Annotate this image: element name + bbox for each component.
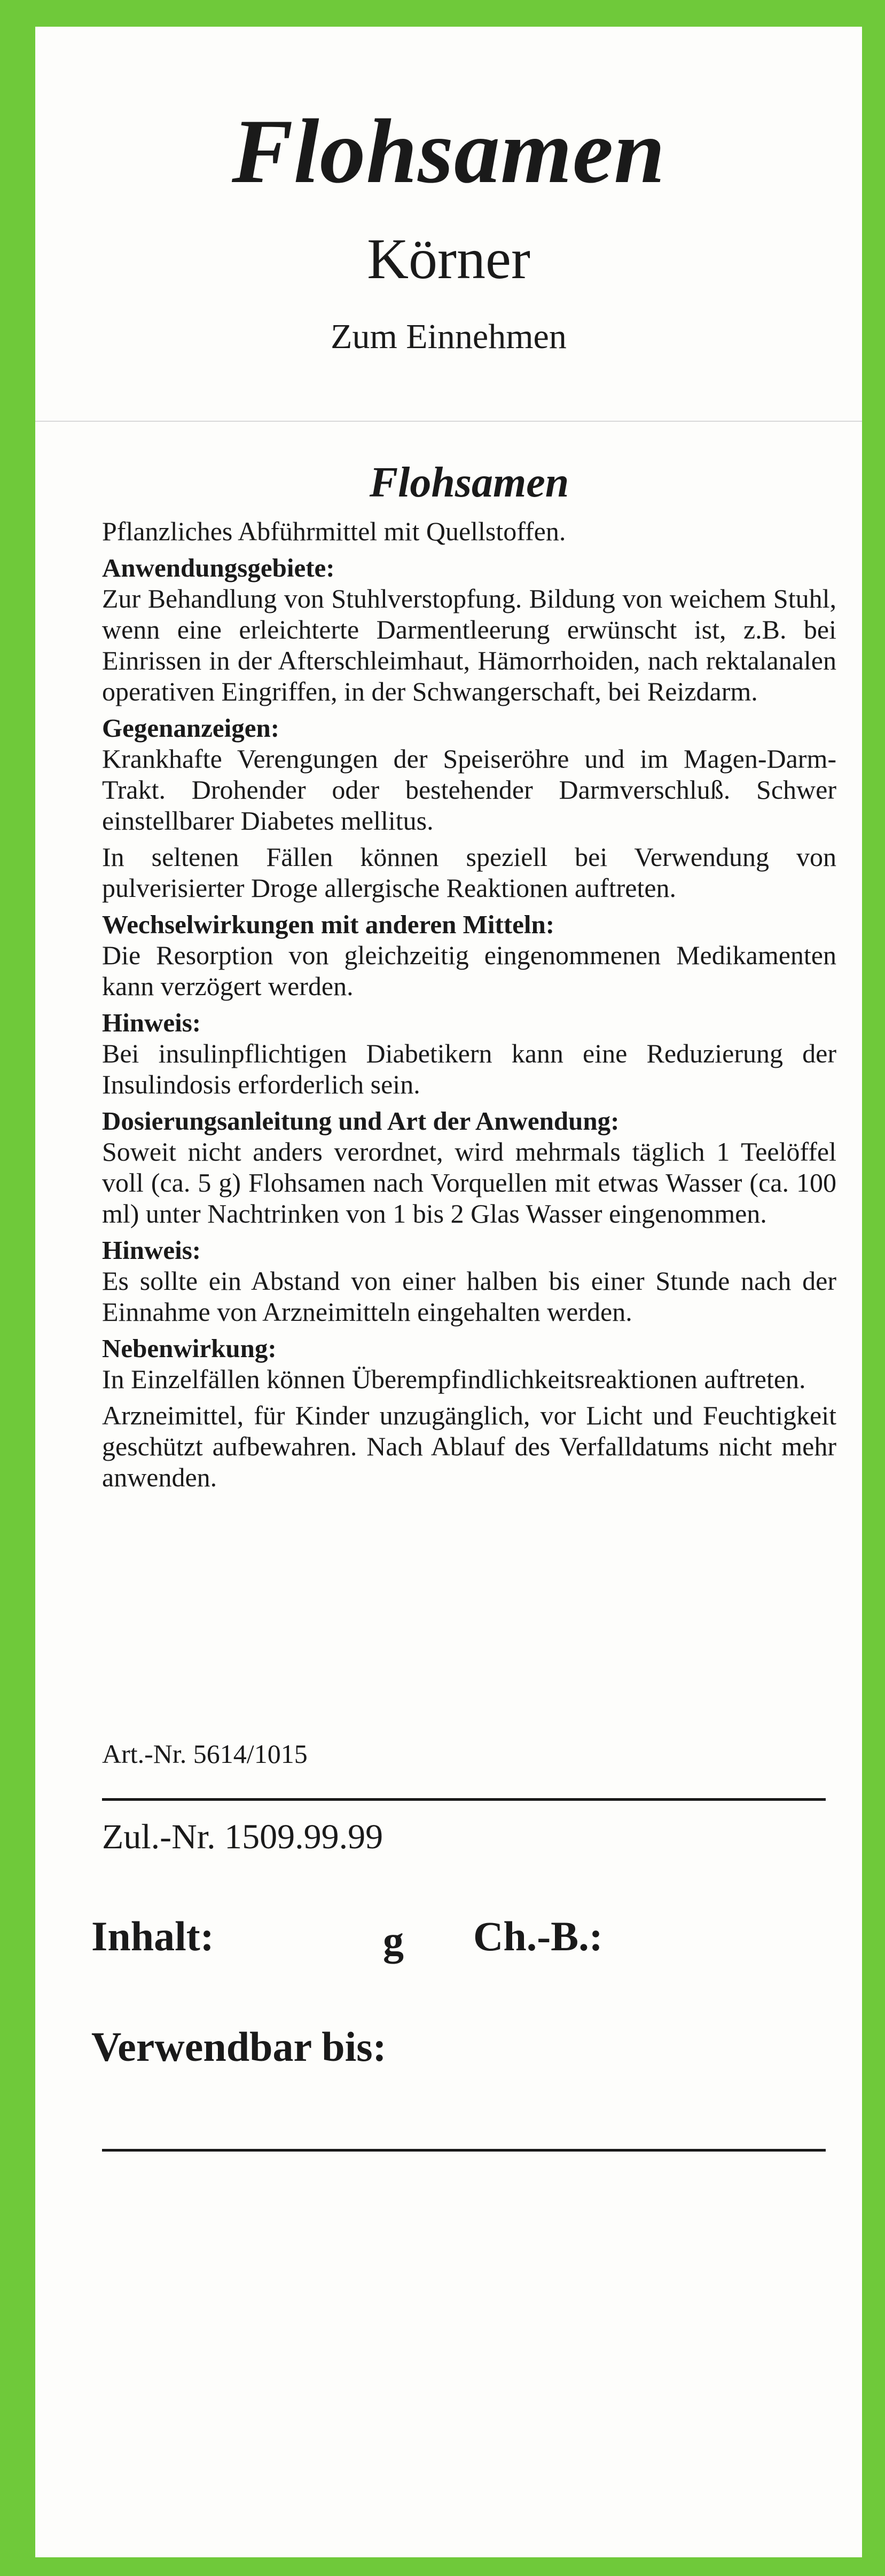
label-sheet <box>35 27 862 2557</box>
expiry-line <box>102 2149 826 2152</box>
leaflet-title: Flohsamen <box>369 459 569 506</box>
section-heading-hinweis-1: Hinweis: <box>102 1008 201 1037</box>
section-text-anwendungsgebiete: Zur Behandlung von Stuhlverstopfung. Bildung von weichem Stuhl, wenn eine erleichterte Darmentleerung erwünscht ist, z.B. bei Einrissen in der Afterschleimhaut, Hämorrhoiden, nach rektalanalen operativen Eingriffen, in der Schwangerschaft, bei Reizdarm. <box>102 584 836 706</box>
leaflet-intro: Pflanzliches Abführmittel mit Quellstoffen. <box>102 516 566 546</box>
article-number: Art.-Nr. 5614/1015 <box>102 1739 308 1769</box>
section-text-dosierung: Soweit nicht anders verordnet, wird mehrmals täglich 1 Teelöffel voll (ca. 5 g) Flohsamen nach Vorquellen mit etwas Wasser (ca. 100 ml) unter Nachtrinken von 1 bis 2 Glas Wasser eingenommen. <box>102 1137 836 1228</box>
section-text-gegenanzeigen-2: In seltenen Fällen können speziell bei Verwendung von pulverisierter Droge allergische Reaktionen auftreten. <box>102 842 836 903</box>
section-text-gegenanzeigen-1: Krankhafte Verengungen der Speiseröhre und im Magen-Darm-Trakt. Drohender oder bestehender Darmverschluß. Schwer einstellbarer Diabetes mellitus. <box>102 744 836 836</box>
section-heading-anwendungsgebiete: Anwendungsgebiete: <box>102 553 335 582</box>
expiry-label: Verwendbar bis: <box>91 2023 387 2070</box>
approval-number: Zul.-Nr. 1509.99.99 <box>102 1817 383 1856</box>
section-heading-dosierung: Dosierungsanleitung und Art der Anwendung: <box>102 1106 620 1136</box>
section-heading-gegenanzeigen: Gegenanzeigen: <box>102 713 280 743</box>
product-title: Flohsamen <box>232 101 665 202</box>
section-heading-hinweis-2: Hinweis: <box>102 1235 201 1265</box>
section-text-hinweis-1: Bei insulinpflichtigen Diabetikern kann eine Reduzierung der Insulindosis erforderlich sein. <box>102 1038 836 1099</box>
section-heading-wechselwirkungen: Wechselwirkungen mit anderen Mitteln: <box>102 910 555 939</box>
leaflet-content <box>102 459 836 1498</box>
section-heading-nebenwirkung: Nebenwirkung: <box>102 1334 277 1363</box>
fold-line <box>35 421 862 422</box>
usage-note: Zum Einnehmen <box>331 317 567 356</box>
batch-label: Ch.-B.: <box>473 1913 603 1959</box>
section-text-nebenwirkung: In Einzelfällen können Überempfindlichkeitsreaktionen auftreten. <box>102 1364 806 1394</box>
divider-line <box>102 1798 826 1801</box>
section-text-aufbewahrung: Arzneimittel, für Kinder unzugänglich, vor Licht und Feuchtigkeit geschützt aufbewahren. Nach Ablauf des Verfalldatums nicht mehr anwenden. <box>102 1400 836 1492</box>
product-subtitle: Körner <box>367 227 530 291</box>
section-text-hinweis-2: Es sollte ein Abstand von einer halben bis einer Stunde nach der Einnahme von Arzneimitteln eingehalten werden. <box>102 1266 836 1327</box>
label-header <box>35 27 862 421</box>
section-text-wechselwirkungen: Die Resorption von gleichzeitig eingenommenen Medikamenten kann verzögert werden. <box>102 940 836 1001</box>
content-unit: g <box>383 1917 404 1964</box>
content-label: Inhalt: <box>91 1913 214 1959</box>
